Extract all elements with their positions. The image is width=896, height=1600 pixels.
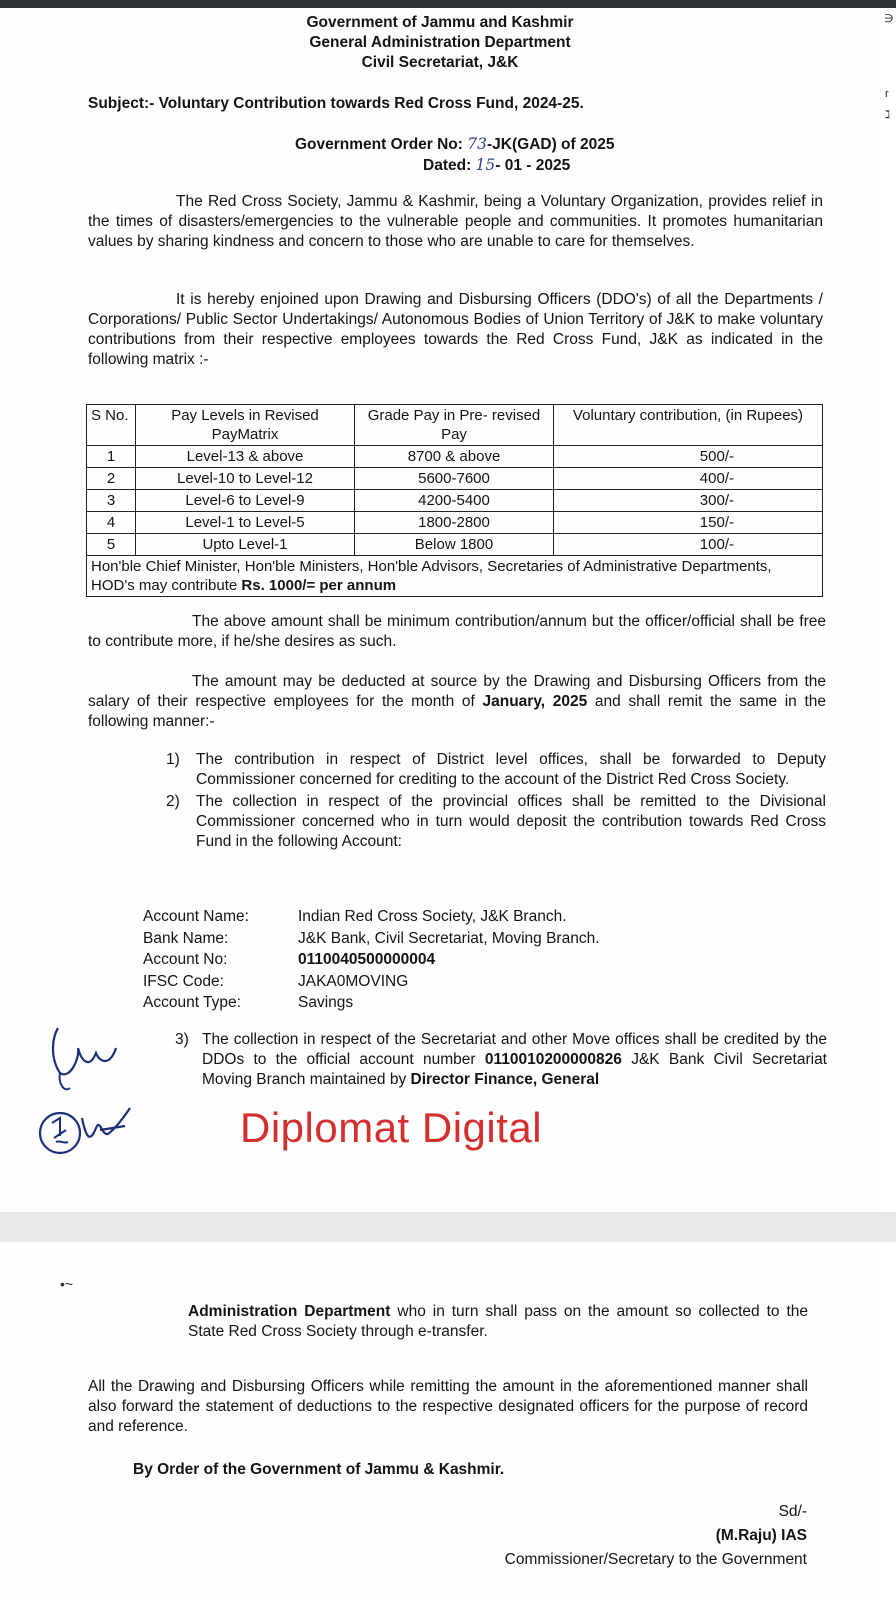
table-cell: 8700 & above <box>355 446 554 468</box>
table-cell: 4 <box>87 512 136 534</box>
table-cell: 5 <box>87 534 136 556</box>
account-number-label: Account No: <box>143 951 228 968</box>
list-item-number: 1) <box>166 751 180 768</box>
list-item-text-middle: J&K Bank Civil Secretariat Moving Branch maintained by <box>202 1051 827 1088</box>
table-cell: 1800-2800 <box>355 512 554 534</box>
table-cell: 100/- <box>554 534 823 556</box>
paragraph-1 <box>88 192 823 252</box>
order-number-handwritten: 73 <box>467 135 487 153</box>
table-footer-text: Hon'ble Chief Minister, Hon'ble Ministers, Hon'ble Advisors, Secretaries of Administrative Departments, HOD's may contribute <box>91 558 772 594</box>
table-cell: Level-13 & above <box>136 446 355 468</box>
list-item-text: The collection in respect of the Secretariat and other Move offices shall be credited by the DDOs to the official account number <box>202 1031 827 1068</box>
table-cell: 500/- <box>554 446 823 468</box>
account-row <box>143 992 600 1014</box>
table-cell: 400/- <box>554 468 823 490</box>
paragraph-3 <box>88 612 826 652</box>
header-line-3: Civil Secretariat, J&K <box>361 54 519 71</box>
list-item-text: The collection in respect of the provincial offices shall be remitted to the Divisional Commissioner concerned who in turn would deposit the contribution towards Red Cross Fund in the following Account: <box>196 793 826 850</box>
account-details <box>143 906 600 1014</box>
account-row <box>143 971 600 993</box>
table-cell: Level-6 to Level-9 <box>136 490 355 512</box>
paragraph-3-text: The above amount shall be minimum contribution/annum but the officer/official shall be free to contribute more, if he/she desires as such. <box>88 613 826 650</box>
paragraph-4-text-end: and shall remit the same in the following manner:- <box>88 693 826 730</box>
list-item-number: 2) <box>166 793 180 810</box>
secretariat-account-number: 0110010200000826 <box>484 1051 622 1068</box>
paragraph-5-text: All the Drawing and Disbursing Officers while remitting the amount in the aforementioned manner shall also forward the statement of deductions to the respective designated officers for the purpose of record and reference. <box>88 1378 808 1435</box>
table-header-cell: S No. <box>87 405 136 446</box>
table-footer-amount: Rs. 1000/= per annum <box>241 577 397 594</box>
list-item <box>166 750 826 790</box>
table-cell: Level-10 to Level-12 <box>136 468 355 490</box>
sd-mark: Sd/- <box>778 1503 807 1520</box>
dated-suffix: - 01 - 2025 <box>495 157 571 174</box>
table-cell: 2 <box>87 468 136 490</box>
table-row <box>87 512 823 534</box>
signatory-name: (M.Raju) IAS <box>715 1527 807 1544</box>
account-row <box>143 928 600 950</box>
handwritten-initials-signature <box>30 1018 170 1168</box>
table-cell: 5600-7600 <box>355 468 554 490</box>
table-cell: 4200-5400 <box>355 490 554 512</box>
list-item-3 <box>175 1030 827 1090</box>
table-row <box>87 534 823 556</box>
table-cell: Level-1 to Level-5 <box>136 512 355 534</box>
table-footer-cell <box>87 556 823 597</box>
list-item-text: The contribution in respect of District level offices, shall be forwarded to Deputy Commissioner concerned for crediting to the account of the District Red Cross Society. <box>196 751 826 788</box>
by-order-line: By Order of the Government of Jammu & Kashmir. <box>133 1461 505 1478</box>
list-item-text-bold: Director Finance, General <box>410 1071 600 1088</box>
paragraph-2-text: It is hereby enjoined upon Drawing and Disbursing Officers (DDO's) of all the Departments / Corporations/ Public Sector Undertakings/ Autonomous Bodies of Union Territory of J&K to make voluntary contributions from their respective employees towards the Red Cross Fund, J&K as indicated in the following matrix :- <box>88 291 823 368</box>
account-type-label: Account Type: <box>143 994 241 1011</box>
table-row <box>87 490 823 512</box>
table-cell: Upto Level-1 <box>136 534 355 556</box>
account-type-value: Savings <box>298 994 354 1011</box>
account-row <box>143 949 600 971</box>
bank-name-label: Bank Name: <box>143 929 229 947</box>
paragraph-5 <box>88 1377 808 1437</box>
right-edge-strip: ∋ r ℷ <box>880 8 896 1212</box>
table-cell: 3 <box>87 490 136 512</box>
dated-label: Dated: <box>423 157 472 174</box>
table-cell: 1 <box>87 446 136 468</box>
continuation-paragraph <box>188 1302 808 1342</box>
remittance-list <box>166 750 826 854</box>
header-line-2: General Administration Department <box>309 34 571 51</box>
document-page-2 <box>0 1242 880 1600</box>
paragraph-1-text: The Red Cross Society, Jammu & Kashmir, being a Voluntary Organization, provides relief in the times of disasters/emergencies to the vulnerable people and communities. It promotes humanitarian values by sharing kindness and concern to those who are unable to care for themselves. <box>88 193 823 250</box>
account-number-value: 0110040500000004 <box>298 951 436 968</box>
paragraph-4-month: January, 2025 <box>482 693 588 710</box>
paragraph-2 <box>88 290 823 370</box>
table-footer-row <box>87 556 823 597</box>
watermark-text: Diplomat Digital <box>240 1104 543 1151</box>
ifsc-value: JAKA0MOVING <box>298 972 409 990</box>
table-header-row <box>87 405 823 446</box>
contribution-matrix-table <box>86 404 823 597</box>
signatory-designation: Commissioner/Secretary to the Government <box>504 1551 807 1568</box>
paragraph-4 <box>88 672 826 732</box>
dated-handwritten: 15 <box>475 156 496 174</box>
document-page-1 <box>0 8 880 1212</box>
order-number-block <box>295 134 614 176</box>
list-item-number: 3) <box>175 1031 189 1048</box>
table-cell: Below 1800 <box>355 534 554 556</box>
table-header-cell: Voluntary contribution, (in Rupees) <box>554 405 823 446</box>
order-number-label: Government Order No: <box>295 136 463 153</box>
table-cell: 150/- <box>554 512 823 534</box>
header-line-1: Government of Jammu and Kashmir <box>306 14 574 31</box>
account-row <box>143 906 600 928</box>
account-name-label: Account Name: <box>143 908 249 925</box>
top-bar <box>0 0 896 8</box>
scan-mark: •~ <box>60 1276 74 1292</box>
table-row <box>87 446 823 468</box>
subject-line: Subject:- Voluntary Contribution towards Red Cross Fund, 2024-25. <box>88 95 584 112</box>
table-cell: 300/- <box>554 490 823 512</box>
account-name-value: Indian Red Cross Society, J&K Branch. <box>298 908 567 925</box>
page-gap <box>0 1212 896 1242</box>
continuation-text: who in turn shall pass on the amount so collected to the State Red Cross Society through e-transfer. <box>188 1303 808 1340</box>
table-header-cell: Pay Levels in Revised PayMatrix <box>136 405 355 446</box>
list-item <box>166 792 826 852</box>
paragraph-4-text: The amount may be deducted at source by the Drawing and Disbursing Officers from the salary of their respective employees for the month of <box>88 673 826 710</box>
bank-name-value: J&K Bank, Civil Secretariat, Moving Branch. <box>298 929 600 947</box>
order-number-suffix: -JK(GAD) of 2025 <box>487 136 615 153</box>
table-header-cell: Grade Pay in Pre- revised Pay <box>355 405 554 446</box>
table-row <box>87 468 823 490</box>
continuation-bold: Administration Department <box>188 1303 391 1320</box>
ifsc-label: IFSC Code: <box>143 972 224 990</box>
